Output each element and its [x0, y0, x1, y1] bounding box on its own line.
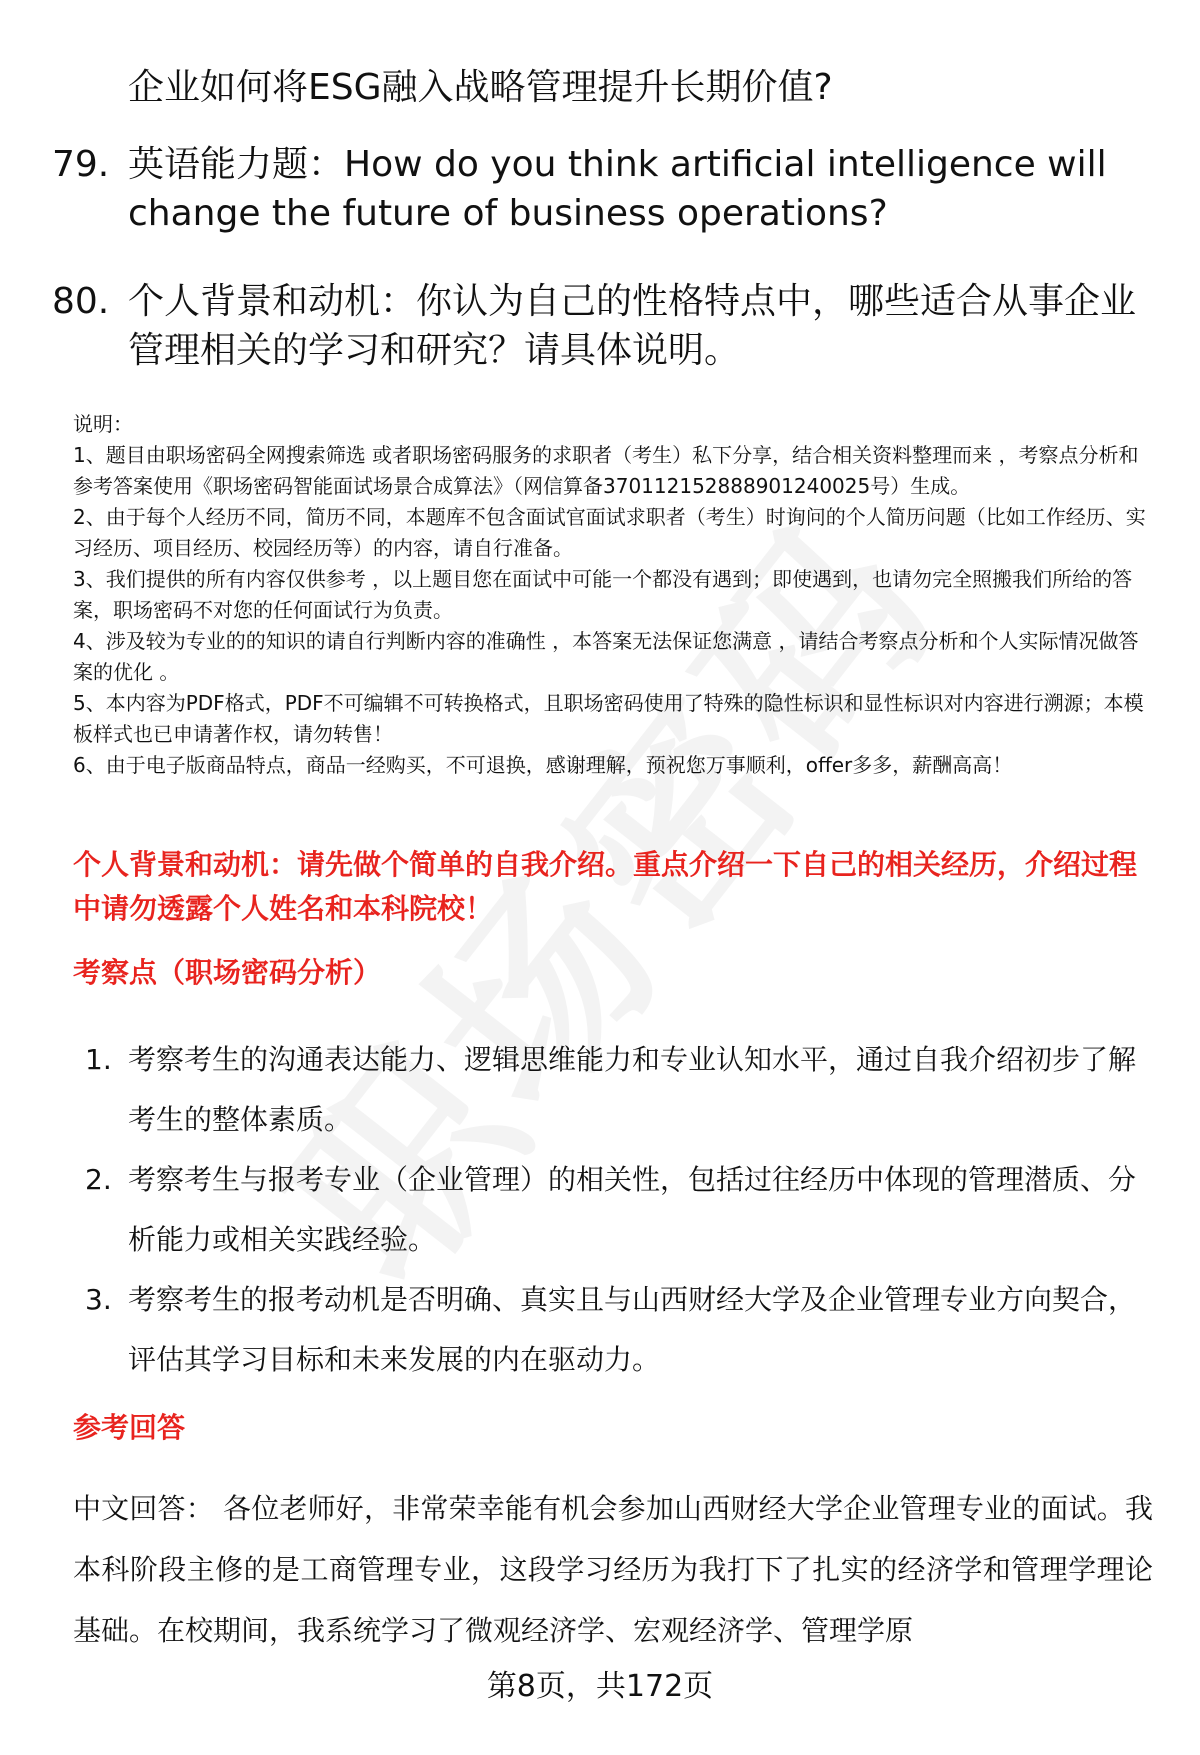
notes-block: [73, 409, 1158, 781]
note-item-1: 1、题目由职场密码全网搜索筛选 或者职场密码服务的求职者（考生）私下分享，结合相关资料整理而来 ，考察点分析和参考答案使用《职场密码智能面试场景合成算法》（网信算备370112152888901240025号）生成。: [73, 443, 1139, 498]
focus-point: [0, 1150, 1200, 1270]
question-80-number: 80.: [52, 281, 110, 322]
focus-point-number: 2.: [85, 1163, 112, 1196]
focus-points-list: [0, 1030, 1200, 1390]
question-80-text: 个人背景和动机：你认为自己的性格特点中，哪些适合从事企业管理相关的学习和研究？请具体说明。: [128, 281, 1137, 371]
focus-point-text: 考察考生的沟通表达能力、逻辑思维能力和专业认知水平，通过自我介绍初步了解考生的整体素质。: [128, 1043, 1137, 1136]
focus-point-number: 1.: [85, 1043, 112, 1076]
note-item-3: 3、我们提供的所有内容仅供参考 ，以上题目您在面试中可能一个都没有遇到；即使遇到，也请勿完全照搬我们所给的答案，职场密码不对您的任何面试行为负责。: [73, 567, 1133, 622]
page-footer: 第8页，共172页: [486, 1669, 714, 1704]
reference-answer-title: 参考回答: [73, 1411, 186, 1444]
note-item-2: 2、由于每个人经历不同，简历不同，本题库不包含面试官面试求职者（考生）时询问的个人简历问题（比如工作经历、实习经历、项目经历、校园经历等）的内容，请自行准备。: [73, 505, 1146, 560]
focus-point-text: 考察考生与报考专业（企业管理）的相关性，包括过往经历中体现的管理潜质、分析能力或相关实践经验。: [128, 1163, 1137, 1256]
question-78-continuation-text: 企业如何将ESG融入战略管理提升长期价值?: [128, 67, 833, 108]
note-item-6: 6、由于电子版商品特点，商品一经购买，不可退换，感谢理解，预祝您万事顺利，offer多多，薪酬高高！: [73, 753, 1013, 777]
focus-points-title: 考察点（职场密码分析）: [73, 956, 382, 989]
note-item-4: 4、涉及较为专业的的知识的请自行判断内容的准确性 ，本答案无法保证您满意 ，请结合考察点分析和个人实际情况做答案的优化 。: [73, 629, 1139, 684]
focus-point-number: 3.: [85, 1283, 112, 1316]
question-79-text: 英语能力题：How do you think artificial intelligence will change the future of business operations?: [128, 144, 1107, 234]
section-question-title: 个人背景和动机：请先做个简单的自我介绍。重点介绍一下自己的相关经历，介绍过程中请勿透露个人姓名和本科院校！: [73, 848, 1138, 925]
note-item-5: 5、本内容为PDF格式，PDF不可编辑不可转换格式，且职场密码使用了特殊的隐性标识和显性标识对内容进行溯源；本模板样式也已申请著作权，请勿转售！: [73, 691, 1144, 746]
focus-point-text: 考察考生的报考动机是否明确、真实且与山西财经大学及企业管理专业方向契合，评估其学习目标和未来发展的内在驱动力。: [128, 1283, 1137, 1376]
reference-answer-text: 中文回答： 各位老师好，非常荣幸能有机会参加山西财经大学企业管理专业的面试。我本科阶段主修的是工商管理专业，这段学习经历为我打下了扎实的经济学和管理学理论基础。在校期间，我系统学习了微观经济学、宏观经济学、管理学原: [73, 1492, 1153, 1647]
focus-point: [0, 1030, 1200, 1150]
question-79-number: 79.: [52, 144, 110, 185]
notes-heading: 说明：: [73, 412, 133, 436]
focus-point: [0, 1270, 1200, 1390]
